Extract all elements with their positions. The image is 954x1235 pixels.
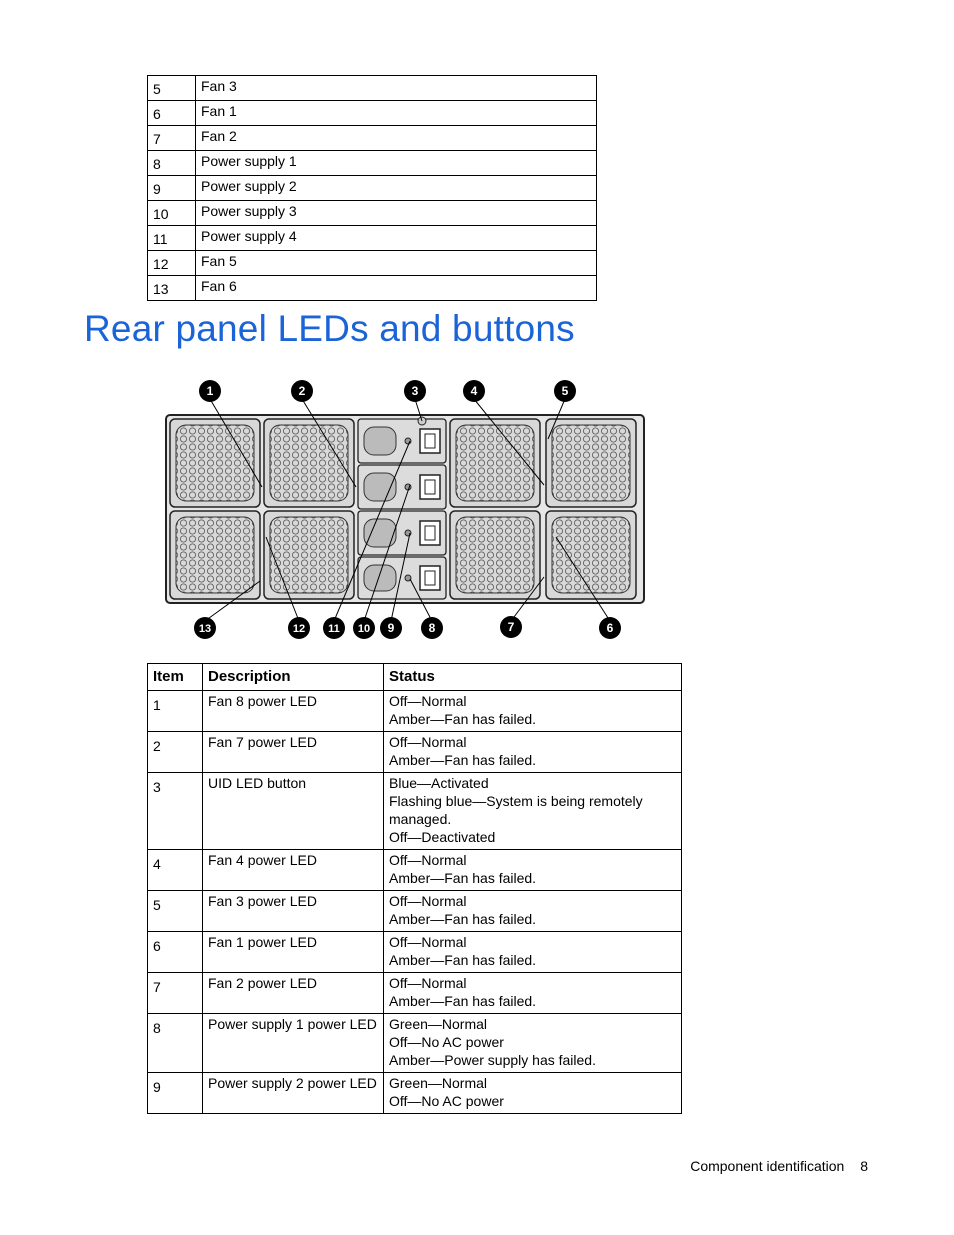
item-description: Power supply 1 power LED <box>203 1014 384 1073</box>
callout-label: 8 <box>428 621 436 635</box>
item-description: Fan 1 power LED <box>203 932 384 973</box>
table-row <box>148 891 682 932</box>
callout-10 <box>353 617 375 639</box>
fan-module <box>546 419 636 507</box>
item-description: Fan 3 power LED <box>203 891 384 932</box>
item-number: 3 <box>148 773 203 850</box>
fan-module <box>170 511 260 599</box>
status-line: Off—Normal <box>389 934 467 950</box>
callout-9 <box>380 617 402 639</box>
status-line: Green—Normal <box>389 1016 488 1032</box>
callout-5 <box>554 380 576 402</box>
item-description: UID LED button <box>203 773 384 850</box>
status-line: Off—Normal <box>389 893 467 909</box>
component-table <box>147 75 597 301</box>
item-label: Fan 1 <box>196 101 597 126</box>
item-number: 1 <box>148 691 203 732</box>
item-label: Fan 2 <box>196 126 597 151</box>
status-line: Amber—Fan has failed. <box>389 911 537 927</box>
table-row <box>148 201 597 226</box>
callout-label: 3 <box>411 384 419 398</box>
item-number: 7 <box>148 973 203 1014</box>
callout-8 <box>421 617 443 639</box>
item-status <box>384 1014 682 1073</box>
item-number: 8 <box>148 151 196 176</box>
status-line: Amber—Fan has failed. <box>389 870 537 886</box>
item-status <box>384 732 682 773</box>
callout-label: 6 <box>606 621 614 635</box>
item-number: 8 <box>148 1014 203 1073</box>
table-row <box>148 276 597 301</box>
fan-module <box>170 419 260 507</box>
item-status <box>384 691 682 732</box>
item-status <box>384 973 682 1014</box>
item-label: Power supply 4 <box>196 226 597 251</box>
item-number: 6 <box>148 932 203 973</box>
item-number: 6 <box>148 101 196 126</box>
led-status-table <box>147 663 682 1114</box>
status-line: Off—Normal <box>389 693 467 709</box>
table-row <box>148 732 682 773</box>
column-header-description: Description <box>203 664 384 691</box>
table-row <box>148 151 597 176</box>
item-status <box>384 773 682 850</box>
section-title: Rear panel LEDs and buttons <box>84 308 575 349</box>
page-number: 8 <box>860 1158 868 1174</box>
callout-12 <box>288 617 310 639</box>
callout-label: 1 <box>206 384 214 398</box>
item-label: Fan 5 <box>196 251 597 276</box>
callout-label: 13 <box>198 623 212 635</box>
callout-label: 10 <box>357 623 371 635</box>
callout-13 <box>194 617 216 639</box>
status-line: Blue—Activated <box>389 775 489 791</box>
callout-6 <box>599 617 621 639</box>
status-line: Amber—Power supply has failed. <box>389 1052 596 1068</box>
item-description: Fan 2 power LED <box>203 973 384 1014</box>
item-label: Power supply 1 <box>196 151 597 176</box>
table-row <box>148 126 597 151</box>
status-line: Amber—Fan has failed. <box>389 952 537 968</box>
item-description: Fan 8 power LED <box>203 691 384 732</box>
callout-7 <box>500 616 522 638</box>
item-label: Power supply 2 <box>196 176 597 201</box>
status-line: Amber—Fan has failed. <box>389 711 537 727</box>
callout-label: 12 <box>292 623 306 635</box>
callout-label: 5 <box>561 384 569 398</box>
status-line: Off—Normal <box>389 734 467 750</box>
table-header-row <box>148 664 682 691</box>
power-supply <box>358 465 446 509</box>
callout-label: 4 <box>470 384 478 398</box>
item-status <box>384 850 682 891</box>
table-row <box>148 226 597 251</box>
item-number: 10 <box>148 201 196 226</box>
rear-panel-diagram <box>160 375 650 645</box>
item-number: 2 <box>148 732 203 773</box>
item-description: Power supply 2 power LED <box>203 1073 384 1114</box>
status-line: Amber—Fan has failed. <box>389 993 537 1009</box>
table-row <box>148 1014 682 1073</box>
table-row <box>148 691 682 732</box>
fan-module <box>264 511 354 599</box>
status-line: Off—Normal <box>389 975 467 991</box>
callout-2 <box>291 380 313 402</box>
fan-module <box>546 511 636 599</box>
item-number: 12 <box>148 251 196 276</box>
callout-3 <box>404 380 426 402</box>
status-line: Off—No AC power <box>389 1034 504 1050</box>
status-line: Amber—Fan has failed. <box>389 752 537 768</box>
table-row <box>148 932 682 973</box>
table-row <box>148 1073 682 1114</box>
callout-11 <box>323 617 345 639</box>
table-row <box>148 850 682 891</box>
item-label: Fan 6 <box>196 276 597 301</box>
power-supply <box>358 419 446 463</box>
fan-module <box>264 419 354 507</box>
item-status <box>384 891 682 932</box>
table-row <box>148 973 682 1014</box>
table-row <box>148 76 597 101</box>
status-line: Off—No AC power <box>389 1093 504 1109</box>
callout-1 <box>199 380 221 402</box>
item-label: Power supply 3 <box>196 201 597 226</box>
status-line: Flashing blue—System is being remotely managed. <box>389 793 643 827</box>
item-number: 9 <box>148 176 196 201</box>
item-label: Fan 3 <box>196 76 597 101</box>
item-status <box>384 932 682 973</box>
item-description: Fan 4 power LED <box>203 850 384 891</box>
item-number: 11 <box>148 226 196 251</box>
table-row <box>148 101 597 126</box>
table-row <box>148 773 682 850</box>
table-row <box>148 176 597 201</box>
power-supply <box>358 557 446 599</box>
callout-label: 9 <box>387 621 395 635</box>
callout-label: 2 <box>298 384 306 398</box>
callout-4 <box>463 380 485 402</box>
column-header-item: Item <box>148 664 203 691</box>
column-header-status: Status <box>384 664 682 691</box>
status-line: Off—Normal <box>389 852 467 868</box>
table-row <box>148 251 597 276</box>
page-footer <box>690 1158 868 1174</box>
callout-label: 7 <box>507 620 515 634</box>
item-number: 5 <box>148 76 196 101</box>
item-number: 13 <box>148 276 196 301</box>
item-number: 7 <box>148 126 196 151</box>
callout-label: 11 <box>328 623 340 635</box>
status-line: Off—Deactivated <box>389 829 496 845</box>
item-number: 4 <box>148 850 203 891</box>
item-status <box>384 1073 682 1114</box>
item-description: Fan 7 power LED <box>203 732 384 773</box>
status-line: Green—Normal <box>389 1075 488 1091</box>
item-number: 5 <box>148 891 203 932</box>
fan-module <box>450 511 540 599</box>
footer-section-name: Component identification <box>690 1158 845 1174</box>
item-number: 9 <box>148 1073 203 1114</box>
